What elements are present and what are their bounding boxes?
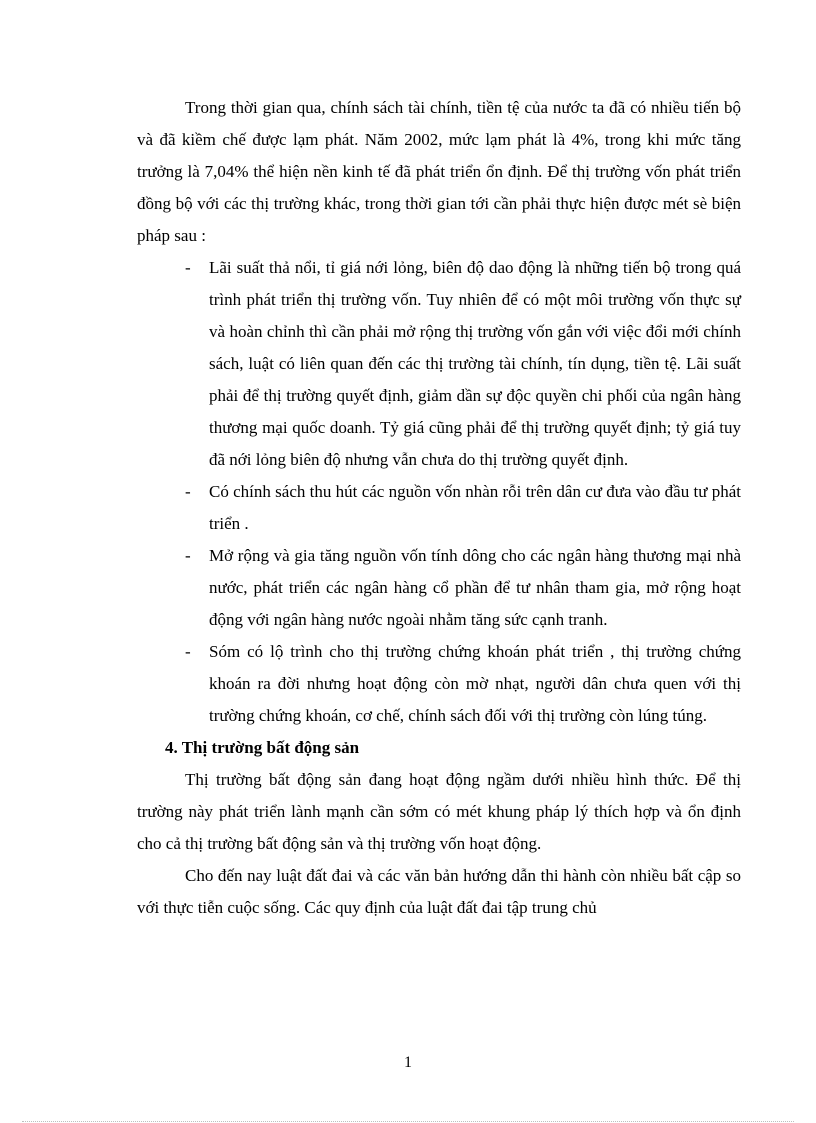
page-number: 1: [404, 1054, 412, 1071]
page-body: [137, 92, 741, 924]
list-item: [137, 476, 741, 540]
list-item-text: Mở rộng và gia tăng nguồn vốn tính dông cho các ngân hàng thương mại nhà nước, phát triển các ngân hàng cổ phần để tư nhân tham gia, mở rộng hoạt động với ngân hàng nước ngoài nhằm tăng sức cạnh tranh.: [209, 546, 741, 629]
bullet-marker: -: [185, 482, 191, 501]
bullet-marker: -: [185, 258, 191, 277]
list-item: [137, 252, 741, 476]
measures-list: [137, 252, 741, 732]
intro-paragraph: Trong thời gian qua, chính sách tài chính, tiền tệ của nước ta đã có nhiều tiến bộ và đã kiềm chế được lạm phát. Năm 2002, mức lạm phát là 4%, trong khi mức tăng trưởng là 7,04% thể hiện nền kinh tế đã phát triển ổn định. Để thị trường vốn phát triển đồng bộ với các thị trường khác, trong thời gian tới cần phải thực hiện được mét sè biện pháp sau :: [137, 98, 741, 245]
section-paragraph: Thị trường bất động sản đang hoạt động ngầm dưới nhiều hình thức. Để thị trường này phát triển lành mạnh cần sớm có mét khung pháp lý thích hợp và ổn định cho cả thị trường bất động sản và thị trường vốn hoạt động.: [137, 770, 741, 853]
list-item-text: Có chính sách thu hút các nguồn vốn nhàn rỗi trên dân cư đưa vào đầu tư phát triển .: [209, 482, 741, 533]
section-paragraph: Cho đến nay luật đất đai và các văn bản hướng dẫn thi hành còn nhiều bất cập so với thực tiễn cuộc sống. Các quy định của luật đất đai tập trung chủ: [137, 866, 741, 917]
list-item: [137, 636, 741, 732]
list-item: [137, 540, 741, 636]
list-item-text: Lãi suất thả nổi, tỉ giá nới lỏng, biên độ dao động là những tiến bộ trong quá trình phát triển thị trường vốn. Tuy nhiên để có một môi trường vốn thực sự và hoàn chỉnh thì cần phải mở rộng thị trường vốn gắn với việc đổi mới chính sách, luật có liên quan đến các thị trường tài chính, tín dụng, tiền tệ. Lãi suất phải để thị trường quyết định, giảm dần sự độc quyền chi phối của ngân hàng thương mại quốc doanh. Tỷ giá cũng phải để thị trường quyết định; tỷ giá tuy đã nới lỏng biên độ nhưng vẫn chưa do thị trường quyết định.: [209, 258, 741, 469]
page-footer-divider: [22, 1121, 794, 1122]
section-heading: 4. Thị trường bất động sản: [165, 738, 360, 757]
bullet-marker: -: [185, 546, 191, 565]
bullet-marker: -: [185, 642, 191, 661]
list-item-text: Sóm có lộ trình cho thị trường chứng khoán phát triển , thị trường chứng khoán ra đời nhưng hoạt động còn mờ nhạt, người dân chưa quen với thị trường chứng khoán, cơ chế, chính sách đối với thị trường còn lúng túng.: [209, 642, 741, 725]
